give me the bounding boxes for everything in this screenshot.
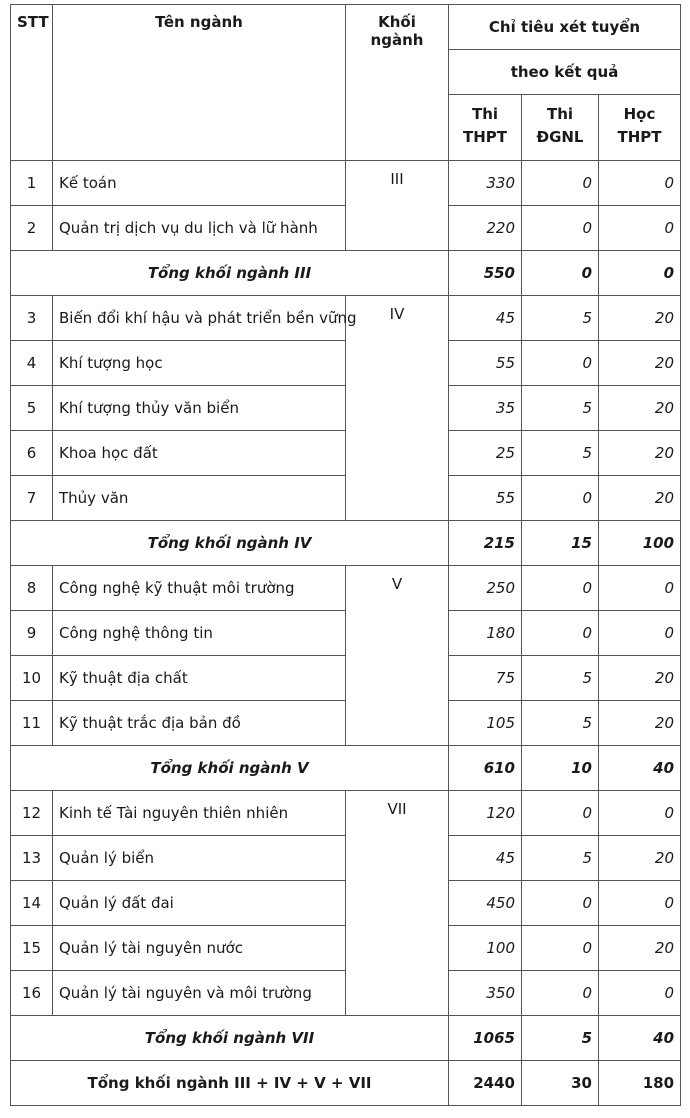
row-dgnl-quota: 5 — [522, 431, 599, 476]
row-dgnl-quota: 0 — [522, 611, 599, 656]
row-dgnl-quota: 5 — [522, 386, 599, 431]
row-dgnl-quota: 5 — [522, 296, 599, 341]
block-total-label: Tổng khối ngành V — [11, 746, 449, 791]
grand-total-label: Tổng khối ngành III + IV + V + VII — [11, 1061, 449, 1106]
block-total-row — [11, 251, 681, 296]
block-total-row — [11, 521, 681, 566]
row-dgnl-quota: 0 — [522, 971, 599, 1016]
row-stt: 10 — [11, 656, 53, 701]
row-hoc-thpt-quota: 20 — [599, 476, 681, 521]
header-stt: STT — [11, 5, 53, 161]
row-thpt-quota: 105 — [449, 701, 522, 746]
row-dgnl-quota: 0 — [522, 566, 599, 611]
row-major-name: Công nghệ kỹ thuật môi trường — [53, 566, 346, 611]
row-thpt-quota: 25 — [449, 431, 522, 476]
row-dgnl-quota: 0 — [522, 161, 599, 206]
row-major-name: Quản trị dịch vụ du lịch và lữ hành — [53, 206, 346, 251]
row-stt: 7 — [11, 476, 53, 521]
row-major-name: Khí tượng học — [53, 341, 346, 386]
row-stt: 1 — [11, 161, 53, 206]
table-row — [11, 296, 681, 341]
row-thpt-quota: 250 — [449, 566, 522, 611]
row-stt: 5 — [11, 386, 53, 431]
row-stt: 3 — [11, 296, 53, 341]
block-total-thpt: 1065 — [449, 1016, 522, 1061]
row-hoc-thpt-quota: 20 — [599, 386, 681, 431]
block-total-dgnl: 15 — [522, 521, 599, 566]
header-major-name: Tên ngành — [53, 5, 346, 161]
row-dgnl-quota: 5 — [522, 701, 599, 746]
row-thpt-quota: 220 — [449, 206, 522, 251]
row-thpt-quota: 120 — [449, 791, 522, 836]
row-thpt-quota: 350 — [449, 971, 522, 1016]
row-major-name: Khoa học đất — [53, 431, 346, 476]
block-total-label: Tổng khối ngành III — [11, 251, 449, 296]
row-stt: 2 — [11, 206, 53, 251]
row-major-block: IV — [346, 296, 449, 521]
row-dgnl-quota: 5 — [522, 836, 599, 881]
row-major-name: Kỹ thuật địa chất — [53, 656, 346, 701]
row-major-name: Quản lý tài nguyên và môi trường — [53, 971, 346, 1016]
grand-total-hoc-thpt: 180 — [599, 1061, 681, 1106]
row-thpt-quota: 55 — [449, 341, 522, 386]
row-hoc-thpt-quota: 0 — [599, 566, 681, 611]
grand-total-thpt: 2440 — [449, 1061, 522, 1106]
row-thpt-quota: 45 — [449, 296, 522, 341]
row-thpt-quota: 45 — [449, 836, 522, 881]
row-hoc-thpt-quota: 20 — [599, 701, 681, 746]
row-thpt-quota: 180 — [449, 611, 522, 656]
row-major-name: Quản lý đất đai — [53, 881, 346, 926]
row-major-name: Kỹ thuật trắc địa bản đồ — [53, 701, 346, 746]
header-major-block: Khối ngành — [346, 5, 449, 161]
header-quota: Chỉ tiêu xét tuyển — [449, 5, 681, 50]
row-stt: 12 — [11, 791, 53, 836]
header-by-result: theo kết quả — [449, 50, 681, 95]
block-total-label: Tổng khối ngành VII — [11, 1016, 449, 1061]
row-major-name: Kinh tế Tài nguyên thiên nhiên — [53, 791, 346, 836]
row-thpt-quota: 450 — [449, 881, 522, 926]
block-total-hoc-thpt: 40 — [599, 1016, 681, 1061]
row-major-name: Thủy văn — [53, 476, 346, 521]
row-thpt-quota: 35 — [449, 386, 522, 431]
block-total-dgnl: 10 — [522, 746, 599, 791]
row-hoc-thpt-quota: 0 — [599, 611, 681, 656]
row-major-name: Công nghệ thông tin — [53, 611, 346, 656]
row-stt: 11 — [11, 701, 53, 746]
table-row — [11, 161, 681, 206]
row-major-name: Biến đổi khí hậu và phát triển bền vững — [53, 296, 346, 341]
row-dgnl-quota: 0 — [522, 476, 599, 521]
table-body — [11, 161, 681, 1106]
row-dgnl-quota: 5 — [522, 656, 599, 701]
row-hoc-thpt-quota: 20 — [599, 341, 681, 386]
row-hoc-thpt-quota: 0 — [599, 791, 681, 836]
row-stt: 16 — [11, 971, 53, 1016]
row-dgnl-quota: 0 — [522, 926, 599, 971]
row-hoc-thpt-quota: 0 — [599, 971, 681, 1016]
row-dgnl-quota: 0 — [522, 881, 599, 926]
row-stt: 9 — [11, 611, 53, 656]
row-stt: 6 — [11, 431, 53, 476]
grand-total-row — [11, 1061, 681, 1106]
row-hoc-thpt-quota: 0 — [599, 881, 681, 926]
block-total-dgnl: 0 — [522, 251, 599, 296]
block-total-hoc-thpt: 40 — [599, 746, 681, 791]
row-major-block: V — [346, 566, 449, 746]
row-thpt-quota: 330 — [449, 161, 522, 206]
row-dgnl-quota: 0 — [522, 206, 599, 251]
block-total-dgnl: 5 — [522, 1016, 599, 1061]
header-col-thpt: Thi THPT — [449, 95, 522, 161]
block-total-hoc-thpt: 0 — [599, 251, 681, 296]
admission-quota-table — [10, 4, 681, 1106]
row-hoc-thpt-quota: 0 — [599, 161, 681, 206]
block-total-hoc-thpt: 100 — [599, 521, 681, 566]
block-total-thpt: 610 — [449, 746, 522, 791]
block-total-label: Tổng khối ngành IV — [11, 521, 449, 566]
header-col-dgnl: Thi ĐGNL — [522, 95, 599, 161]
row-major-name: Quản lý tài nguyên nước — [53, 926, 346, 971]
row-major-name: Kế toán — [53, 161, 346, 206]
row-stt: 4 — [11, 341, 53, 386]
row-hoc-thpt-quota: 0 — [599, 206, 681, 251]
block-total-thpt: 550 — [449, 251, 522, 296]
row-stt: 8 — [11, 566, 53, 611]
row-stt: 14 — [11, 881, 53, 926]
row-hoc-thpt-quota: 20 — [599, 431, 681, 476]
row-major-block: III — [346, 161, 449, 251]
header-col-hoc-thpt: Học THPT — [599, 95, 681, 161]
row-major-block: VII — [346, 791, 449, 1016]
row-hoc-thpt-quota: 20 — [599, 296, 681, 341]
grand-total-dgnl: 30 — [522, 1061, 599, 1106]
row-dgnl-quota: 0 — [522, 341, 599, 386]
row-major-name: Khí tượng thủy văn biển — [53, 386, 346, 431]
row-thpt-quota: 55 — [449, 476, 522, 521]
row-major-name: Quản lý biển — [53, 836, 346, 881]
row-stt: 15 — [11, 926, 53, 971]
table-row — [11, 791, 681, 836]
row-stt: 13 — [11, 836, 53, 881]
row-dgnl-quota: 0 — [522, 791, 599, 836]
row-thpt-quota: 75 — [449, 656, 522, 701]
row-hoc-thpt-quota: 20 — [599, 926, 681, 971]
block-total-row — [11, 1016, 681, 1061]
block-total-thpt: 215 — [449, 521, 522, 566]
table-row — [11, 566, 681, 611]
row-hoc-thpt-quota: 20 — [599, 836, 681, 881]
row-hoc-thpt-quota: 20 — [599, 656, 681, 701]
row-thpt-quota: 100 — [449, 926, 522, 971]
block-total-row — [11, 746, 681, 791]
